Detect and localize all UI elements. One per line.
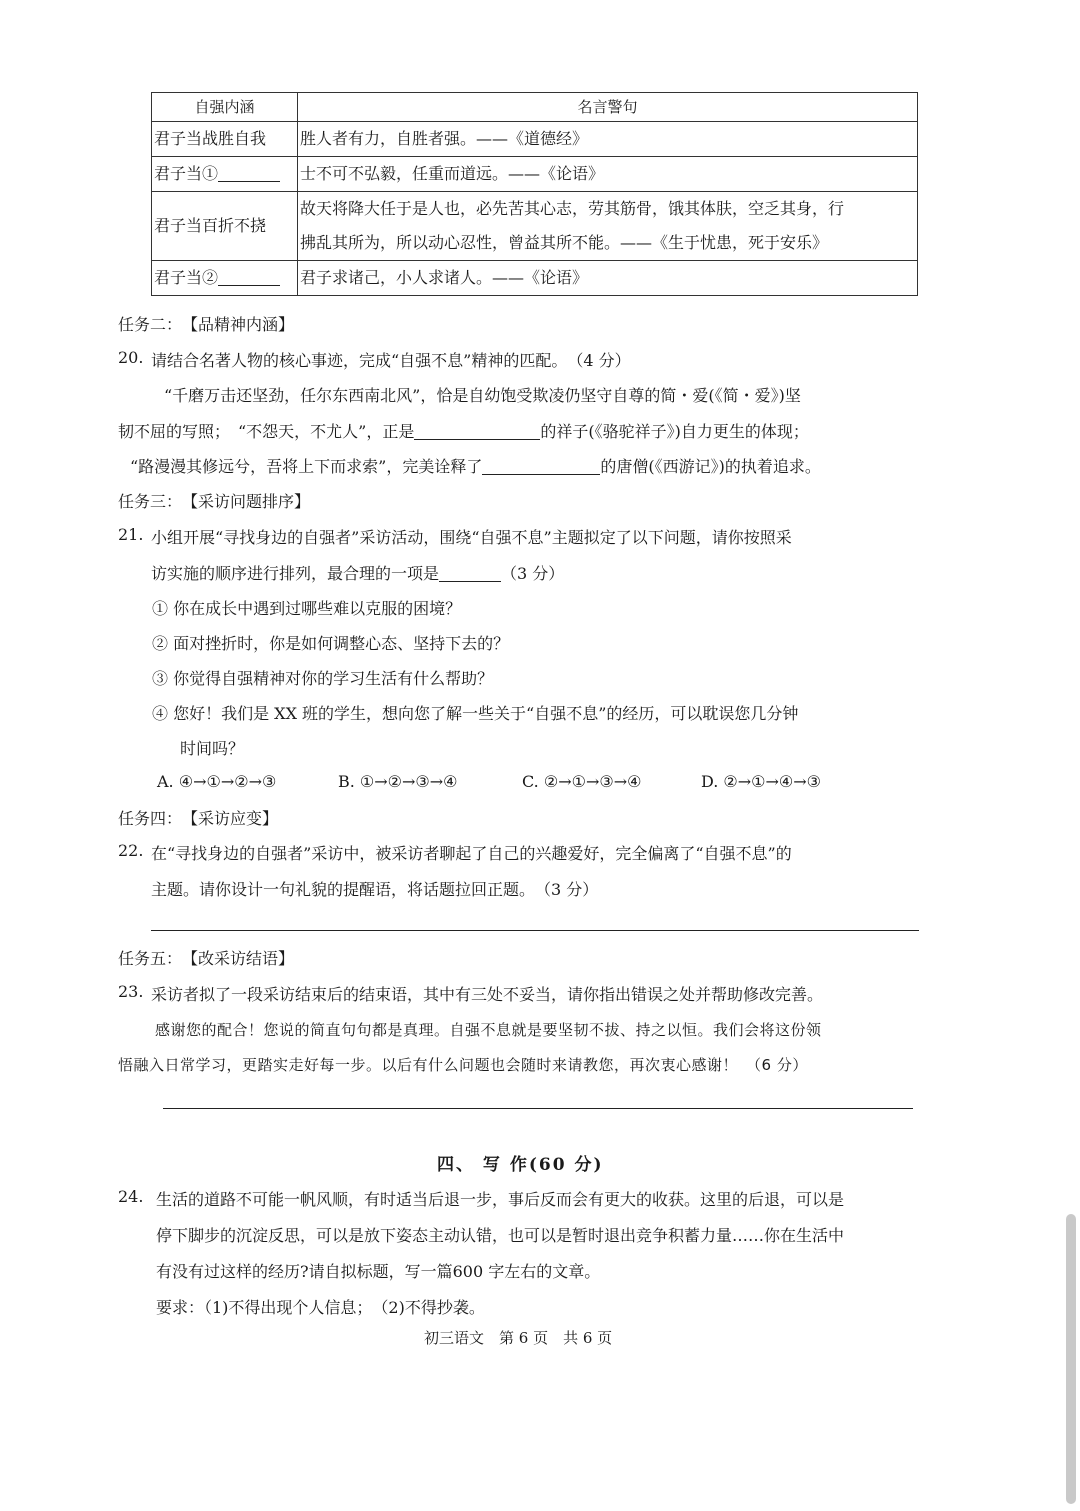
- q21-item: ④ 您好！我们是 XX 班的学生，想向您了解一些关于“自强不息”的经历，可以耽误您几分钟: [152, 704, 799, 723]
- q20-number: 20.: [118, 348, 144, 367]
- section-4-title: 四、 写 作(60 分): [437, 1155, 604, 1175]
- q20-line-2a: 韧不屈的写照； “不怨天，不尤人”，正是: [118, 422, 415, 441]
- quote-line: 拂乱其所为，所以动心忍性，曾益其所不能。——《生于忧患，死于安乐》: [300, 233, 829, 252]
- answer-blank-2[interactable]: [218, 267, 280, 286]
- table-row: [152, 157, 918, 192]
- q20-stem: 请结合名著人物的核心事迹，完成“自强不息”精神的匹配。 （4 分）: [151, 351, 631, 370]
- q21-option-d[interactable]: D. ②→①→④→③: [701, 772, 822, 791]
- q21-item: ② 面对挫折时，你是如何调整心态、坚持下去的？: [152, 634, 510, 653]
- q21-number: 21.: [118, 525, 144, 544]
- table-cell-meaning: 君子当战胜自我: [152, 122, 298, 157]
- q21-option-b[interactable]: B. ①→②→③→④: [338, 772, 458, 791]
- table-cell-quote: 士不可不弘毅，任重而道远。——《论语》: [298, 157, 918, 192]
- scrollbar-thumb[interactable]: [1066, 1214, 1076, 1504]
- q24-requirements: 要求：（1)不得出现个人信息； （2)不得抄袭。: [156, 1298, 485, 1317]
- table-cell-meaning: [152, 157, 298, 192]
- blank-2-label: 君子当②: [154, 268, 219, 287]
- q20-line-1: “千磨万击还坚劲，任尔东西南北风”，恰是自幼饱受欺凌仍坚守自尊的简・爱(《简・爱》)坚: [164, 386, 801, 405]
- answer-blank-1[interactable]: [218, 163, 280, 182]
- q20-line-3: [130, 454, 821, 477]
- table-cell-quote: 君子求诸己，小人求诸人。——《论语》: [298, 261, 918, 296]
- page-footer: 初三语文 第 6 页 共 6 页: [424, 1329, 613, 1347]
- table-header-meaning: 自强内涵: [152, 93, 298, 122]
- q21-item-4-cont: 时间吗？: [180, 739, 245, 758]
- task-4-heading: 任务四： 【采访应变】: [118, 809, 279, 828]
- q22-number: 22.: [118, 841, 144, 860]
- q24-line-1: 生活的道路不可能一帆风顺，有时适当后退一步，事后反而会有更大的收获。这里的后退，可以是: [156, 1190, 845, 1209]
- task-2-heading: 任务二： 【品精神内涵】: [118, 315, 295, 334]
- q20-blank-1[interactable]: [414, 421, 540, 440]
- table-cell-quote: 胜人者有力，自胜者强。——《道德经》: [298, 122, 918, 157]
- q22-answer-line[interactable]: [151, 930, 919, 931]
- table-row: [152, 122, 918, 157]
- q22-line-1: 在“寻找身边的自强者”采访中，被采访者聊起了自己的兴趣爱好，完全偏离了“自强不息”的: [151, 844, 792, 863]
- q21-answer-blank[interactable]: [439, 563, 501, 582]
- q21-line-2: [151, 561, 564, 584]
- task-3-heading: 任务三： 【采访问题排序】: [118, 492, 311, 511]
- q23-answer-line[interactable]: [163, 1108, 913, 1109]
- q20-line-2b: 的祥子(《骆驼祥子》)自力更生的体现；: [540, 422, 809, 441]
- q21-option-c[interactable]: C. ②→①→③→④: [522, 772, 642, 791]
- blank-1-label: 君子当①: [154, 164, 219, 183]
- q23-quote-line-1: 感谢您的配合！您说的简直句句都是真理。自强不息就是要坚韧不拔、持之以恒。我们会将这份领: [155, 1021, 822, 1039]
- table-cell-meaning: 君子当百折不挠: [152, 192, 298, 261]
- self-strength-table: [151, 92, 918, 296]
- q20-line-3a: “路漫漫其修远兮，吾将上下而求索”，完美诠释了: [130, 457, 483, 476]
- table-cell-quote: [298, 192, 918, 261]
- q20-blank-2[interactable]: [482, 456, 600, 475]
- q22-line-2: 主题。请你设计一句礼貌的提醒语，将话题拉回正题。 （3 分）: [151, 880, 599, 899]
- q21-points: （3 分）: [501, 564, 565, 583]
- table-row: [152, 261, 918, 296]
- q20-line-3b: 的唐僧(《西游记》)的执着追求。: [600, 457, 821, 476]
- q21-option-a[interactable]: A. ④→①→②→③: [157, 772, 277, 791]
- table-header-quotes: 名言警句: [298, 93, 918, 122]
- q24-line-2: 停下脚步的沉淀反思，可以是放下姿态主动认错，也可以是暂时退出竞争积蓄力量……你在生活中: [156, 1226, 845, 1245]
- q23-number: 23.: [118, 982, 144, 1001]
- task-5-heading: 任务五： 【改采访结语】: [118, 949, 295, 968]
- q21-line-1: 小组开展“寻找身边的自强者”采访活动，围绕“自强不息”主题拟定了以下问题，请你按照采: [151, 528, 792, 547]
- table-header-row: [152, 93, 918, 122]
- q21-item: ① 你在成长中遇到过哪些难以克服的困境？: [152, 599, 462, 618]
- q24-number: 24.: [118, 1187, 144, 1206]
- q23-line-1: 采访者拟了一段采访结束后的结束语，其中有三处不妥当，请你指出错误之处并帮助修改完善。: [151, 985, 824, 1004]
- table-row: [152, 192, 918, 261]
- q23-quote-line-2: 悟融入日常学习，更踏实走好每一步。以后有什么问题也会随时来请教您，再次衷心感谢！ （6 分）: [118, 1056, 808, 1074]
- q21-line-2a: 访实施的顺序进行排列，最合理的一项是: [151, 564, 440, 583]
- q21-item: ③ 你觉得自强精神对你的学习生活有什么帮助？: [152, 669, 494, 688]
- q24-line-3: 有没有过这样的经历?请自拟标题，写一篇600 字左右的文章。: [156, 1262, 601, 1281]
- quote-line: 故天将降大任于是人也，必先苦其心志，劳其筋骨，饿其体肤，空乏其身，行: [300, 199, 845, 218]
- q20-line-2: [118, 419, 809, 442]
- table-cell-meaning: [152, 261, 298, 296]
